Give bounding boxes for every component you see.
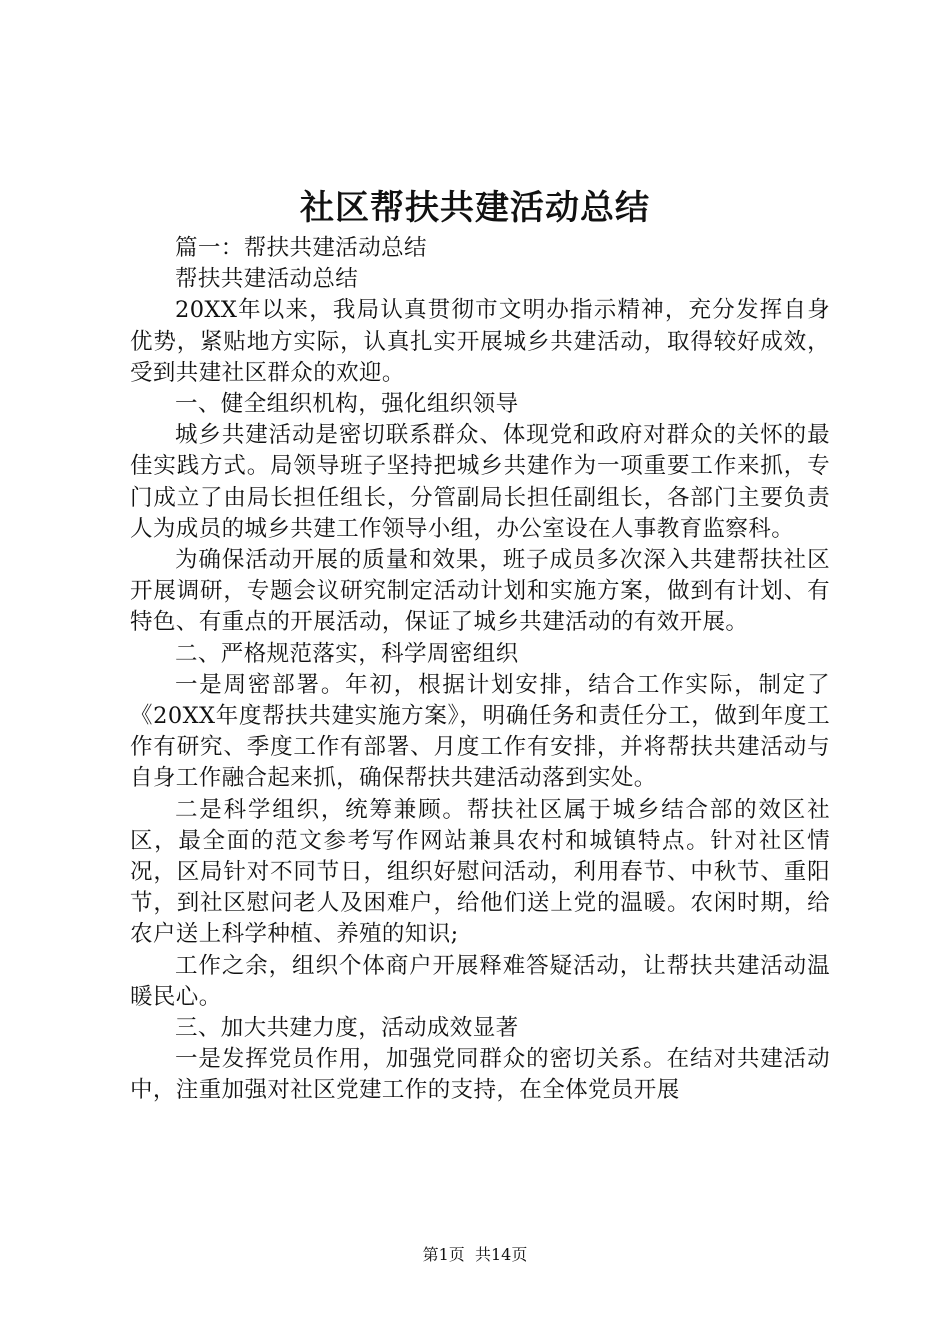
paragraph-section-1a: 城乡共建活动是密切联系群众、体现党和政府对群众的关怀的最佳实践方式。局领导班子坚持把城乡共建作为一项重要工作来抓，专门成立了由局长担任组长，分管副局长担任副组长，各部门主要负责人为成员的城乡共建工作领导小组，办公室设在人事教育监察科。 [130, 422, 830, 542]
paragraph-section-2a: 一是周密部署。年初，根据计划安排，结合工作实际，制定了《20XX年度帮扶共建实施方案》，明确任务和责任分工，做到年度工作有研究、季度工作有部署、月度工作有安排，并将帮扶共建活动与自身工作融合起来抓，确保帮扶共建活动落到实处。 [130, 671, 830, 792]
paragraph-section-2b: 二是科学组织，统筹兼顾。帮扶社区属于城乡结合部的效区社区，最全面的范文参考写作网站兼具农村和城镇特点。针对社区情况，区局针对不同节日，组织好慰问活动，利用春节、中秋节、重阳节，到社区慰问老人及困难户，给他们送上党的温暖。农闲时期，给农户送上科学种植、养殖的知识; [130, 796, 830, 948]
heading-section-1: 一、健全组织机构，强化组织领导 [175, 391, 519, 418]
subtitle: 帮扶共建活动总结 [175, 266, 359, 293]
heading-section-2: 二、严格规范落实，科学周密组织 [175, 640, 519, 667]
page-number-total: 共14页 [474, 1245, 528, 1264]
heading-section-3: 三、加大共建力度，活动成效显著 [175, 1015, 519, 1042]
paragraph-section-2c: 工作之余，组织个体商户开展释难答疑活动，让帮扶共建活动温暖民心。 [130, 952, 830, 1010]
paragraph-intro: 20XX年以来，我局认真贯彻市文明办指示精神，充分发挥自身优势，紧贴地方实际，认真扎实开展城乡共建活动，取得较好成效，受到共建社区群众的欢迎。 [130, 297, 830, 386]
document-body [130, 233, 830, 1107]
footer-separator [465, 1245, 475, 1264]
paragraph-section-1b: 为确保活动开展的质量和效果，班子成员多次深入共建帮扶社区开展调研，专题会议研究制定活动计划和实施方案，做到有计划、有特色、有重点的开展活动，保证了城乡共建活动的有效开展。 [130, 547, 830, 636]
document-title: 社区帮扶共建活动总结 [300, 188, 650, 228]
paragraph-section-3a: 一是发挥党员作用，加强党同群众的密切关系。在结对共建活动中，注重加强对社区党建工作的支持，在全体党员开展 [130, 1046, 830, 1104]
page-footer [0, 1244, 950, 1266]
page-number-current: 第1页 [422, 1245, 465, 1264]
section-heading-part-one: 篇一：帮扶共建活动总结 [175, 235, 427, 261]
